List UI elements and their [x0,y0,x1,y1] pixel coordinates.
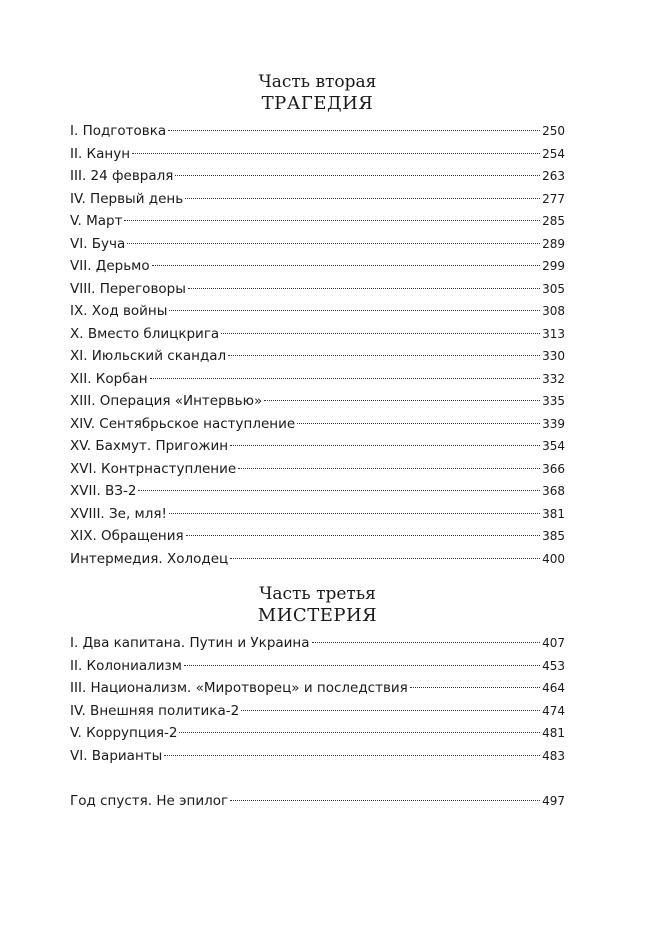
dot-leader [175,175,540,176]
toc-entry-label: I. Два капитана. Путин и Украина [70,635,310,651]
toc-entry-label: Интермедия. Холодец [70,550,229,567]
toc-entry-label: XI. Июльский скандал [70,348,227,364]
toc-entry[interactable] [70,345,565,368]
toc-entry[interactable] [70,188,565,211]
toc-entry-page: 250 [542,124,565,138]
toc-entry-page: 299 [542,259,565,273]
dot-leader [169,310,540,311]
dot-leader [164,755,540,756]
toc-entry[interactable] [70,745,565,768]
dot-leader [230,558,540,559]
toc-entry-label: XVIII. Зе, мля! [70,505,167,522]
toc-entry-page: 313 [542,326,565,341]
toc-entry-label: Год спустя. Не эпилог [70,793,229,809]
toc-entry-label: XIX. Обращения [70,528,184,544]
toc-entry-page: 305 [542,281,565,296]
toc-entry-label: I. Подготовка [70,123,167,139]
dot-leader [312,642,541,643]
toc-entry[interactable] [70,300,565,323]
toc-entry[interactable] [70,700,565,723]
toc-entry-label: VII. Дерьмо [70,258,150,274]
toc-entry-page: 368 [542,484,565,498]
toc-entry-page: 366 [542,461,565,476]
toc-entry[interactable] [70,435,565,458]
toc-entry[interactable] [70,143,565,166]
toc-entry-page: 385 [542,529,565,543]
toc-entry[interactable] [70,278,565,301]
part-3-toc-list [70,632,565,767]
dot-leader [132,153,540,154]
toc-entry-label: VI. Варианты [70,747,163,764]
toc-entry[interactable] [70,503,565,526]
toc-entry-label: III. Национализм. «Миротворец» и последствия [70,680,408,696]
dot-leader [186,535,540,536]
dot-leader [138,490,540,491]
toc-entry-page: 453 [542,658,565,673]
toc-entry-page: 289 [542,236,565,251]
toc-entry[interactable] [70,677,565,700]
dot-leader [188,288,540,289]
dot-leader [124,220,540,221]
toc-entry[interactable] [70,368,565,391]
part-2-label: Часть вторая [258,72,377,92]
toc-entry[interactable] [70,548,565,571]
toc-entry[interactable] [70,165,565,188]
toc-entry-page: 263 [542,169,565,183]
toc-entry-label: VIII. Переговоры [70,280,186,297]
toc-entry[interactable] [70,233,565,256]
dot-leader [264,400,540,401]
dot-leader [127,243,540,244]
toc-entry[interactable] [70,323,565,346]
toc-entry-label: XVII. ВЗ-2 [70,483,137,499]
toc-entry-page: 407 [542,636,565,650]
dot-leader [152,265,540,266]
part-3-label: Часть третья [259,584,376,604]
toc-entry[interactable] [70,255,565,278]
part-2-toc-list [70,120,565,570]
part-2-title: ТРАГЕДИЯ [261,93,374,114]
toc-entry-label: XII. Корбан [70,370,148,387]
toc-entry-page: 381 [542,506,565,521]
toc-entry[interactable] [70,655,565,678]
dot-leader [230,445,540,446]
toc-entry-label: V. Коррупция-2 [70,725,178,741]
toc-entry-label: X. Вместо блицкрига [70,325,220,342]
toc-entry-page: 464 [542,681,565,695]
toc-entry-label: V. Март [70,213,123,229]
toc-entry[interactable] [70,790,565,813]
epilog-toc-list [70,790,565,813]
dot-leader [230,800,540,801]
toc-entry-page: 474 [542,703,565,718]
toc-entry-page: 332 [542,371,565,386]
toc-entry-page: 308 [542,304,565,318]
toc-entry[interactable] [70,210,565,233]
toc-entry-label: XIV. Сентябрьское наступление [70,415,296,432]
toc-entry-label: III. 24 февраля [70,168,174,184]
part-2-heading [70,71,565,115]
dot-leader [184,665,540,666]
toc-entry-page: 335 [542,394,565,408]
toc-entry-label: II. Колониализм [70,657,182,674]
dot-leader [150,378,540,379]
dot-leader [228,355,540,356]
toc-entry-label: IV. Первый день [70,190,184,207]
toc-entry[interactable] [70,722,565,745]
toc-entry-page: 400 [542,551,565,566]
dot-leader [221,333,540,334]
dot-leader [410,687,540,688]
dot-leader [169,513,540,514]
toc-entry-label: IX. Ход войны [70,303,168,319]
toc-entry-page: 497 [542,794,565,808]
toc-entry-page: 277 [542,191,565,206]
dot-leader [185,198,540,199]
dot-leader [168,130,540,131]
toc-entry[interactable] [70,120,565,143]
toc-entry-label: XV. Бахмут. Пригожин [70,438,229,454]
toc-entry[interactable] [70,413,565,436]
toc-entry-label: XIII. Операция «Интервью» [70,393,263,409]
toc-entry-page: 481 [542,726,565,740]
toc-entry[interactable] [70,458,565,481]
toc-entry-page: 330 [542,349,565,363]
dot-leader [238,468,540,469]
toc-entry-page: 254 [542,146,565,161]
toc-entry-page: 354 [542,439,565,453]
dot-leader [297,423,540,424]
toc-entry[interactable] [70,480,565,503]
toc-entry-label: II. Канун [70,145,131,162]
dot-leader [241,710,540,711]
toc-entry-page: 285 [542,214,565,228]
dot-leader [179,732,540,733]
toc-entry[interactable] [70,390,565,413]
part-3-title: МИСТЕРИЯ [257,605,378,626]
toc-entry-page: 339 [542,416,565,431]
toc-entry-label: IV. Внешняя политика-2 [70,702,240,719]
toc-entry-label: VI. Буча [70,235,126,252]
toc-entry-label: XVI. Контрнаступление [70,460,237,477]
part-3-heading [70,583,565,627]
toc-entry[interactable] [70,525,565,548]
toc-entry[interactable] [70,632,565,655]
toc-entry-page: 483 [542,748,565,763]
